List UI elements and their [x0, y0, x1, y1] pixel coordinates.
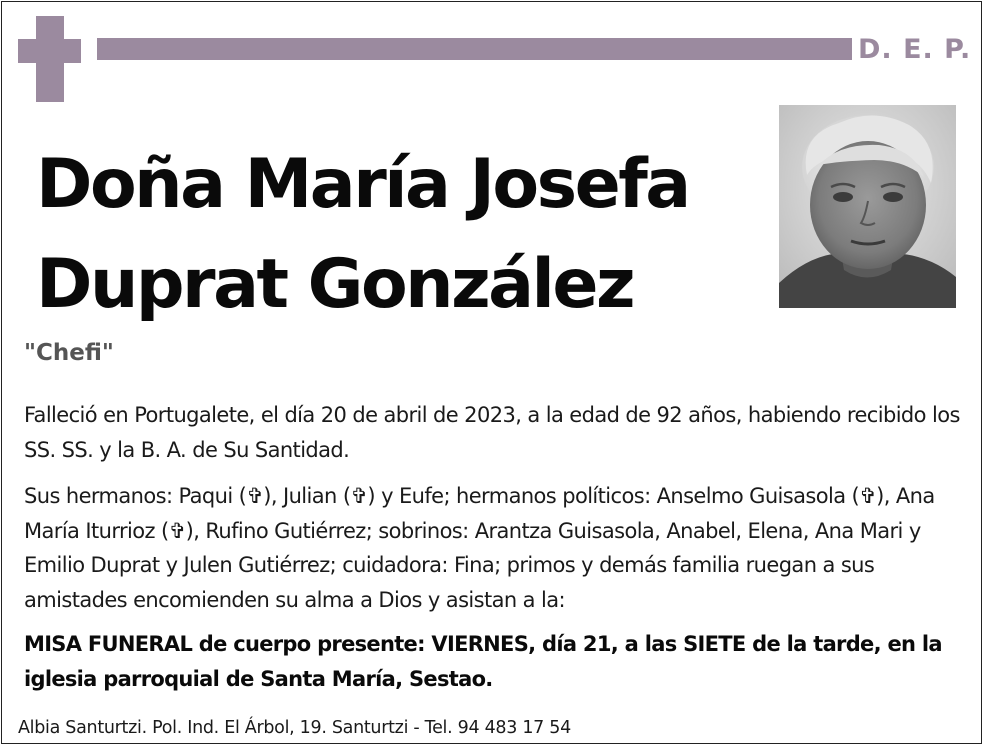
death-notice-text: Falleció en Portugalete, el día 20 de abril de 2023, a la edad de 92 años, habiendo recibido los SS. SS. y la B. A. de Su Santidad. — [24, 403, 960, 462]
header-rule — [97, 38, 852, 60]
portrait-photo — [779, 105, 956, 308]
funeral-home-footer: Albia Santurtzi. Pol. Ind. El Árbol, 19. Santurtzi - Tel. 94 483 17 54 — [18, 718, 571, 738]
name-line-1: Doña María Josefa — [36, 145, 689, 224]
cross-horizontal-bar — [18, 39, 81, 63]
dep-badge: D. E. P. — [858, 34, 972, 65]
deceased-name — [36, 135, 689, 335]
name-line-2: Duprat González — [36, 245, 634, 324]
family-text: Sus hermanos: Paqui (✞), Julian (✞) y Eufe; hermanos políticos: Anselmo Guisasola (✞), Ana María Iturrioz (✞), Rufino Gutiérrez; sobrinos: Arantza Guisasola, Anabel, Elena, Ana Mari y Emilio Duprat y Julen Gutiérrez; cuidadora: Fina; primos y demás familia ruegan a sus amistades encomienden su alma a Dios y asistan a la: — [24, 484, 935, 612]
funeral-mass-text: MISA FUNERAL de cuerpo presente: VIERNES, día 21, a las SIETE de la tarde, en la iglesia parroquial de Santa María, Sestao. — [24, 632, 942, 691]
nickname: "Chefi" — [24, 340, 114, 366]
